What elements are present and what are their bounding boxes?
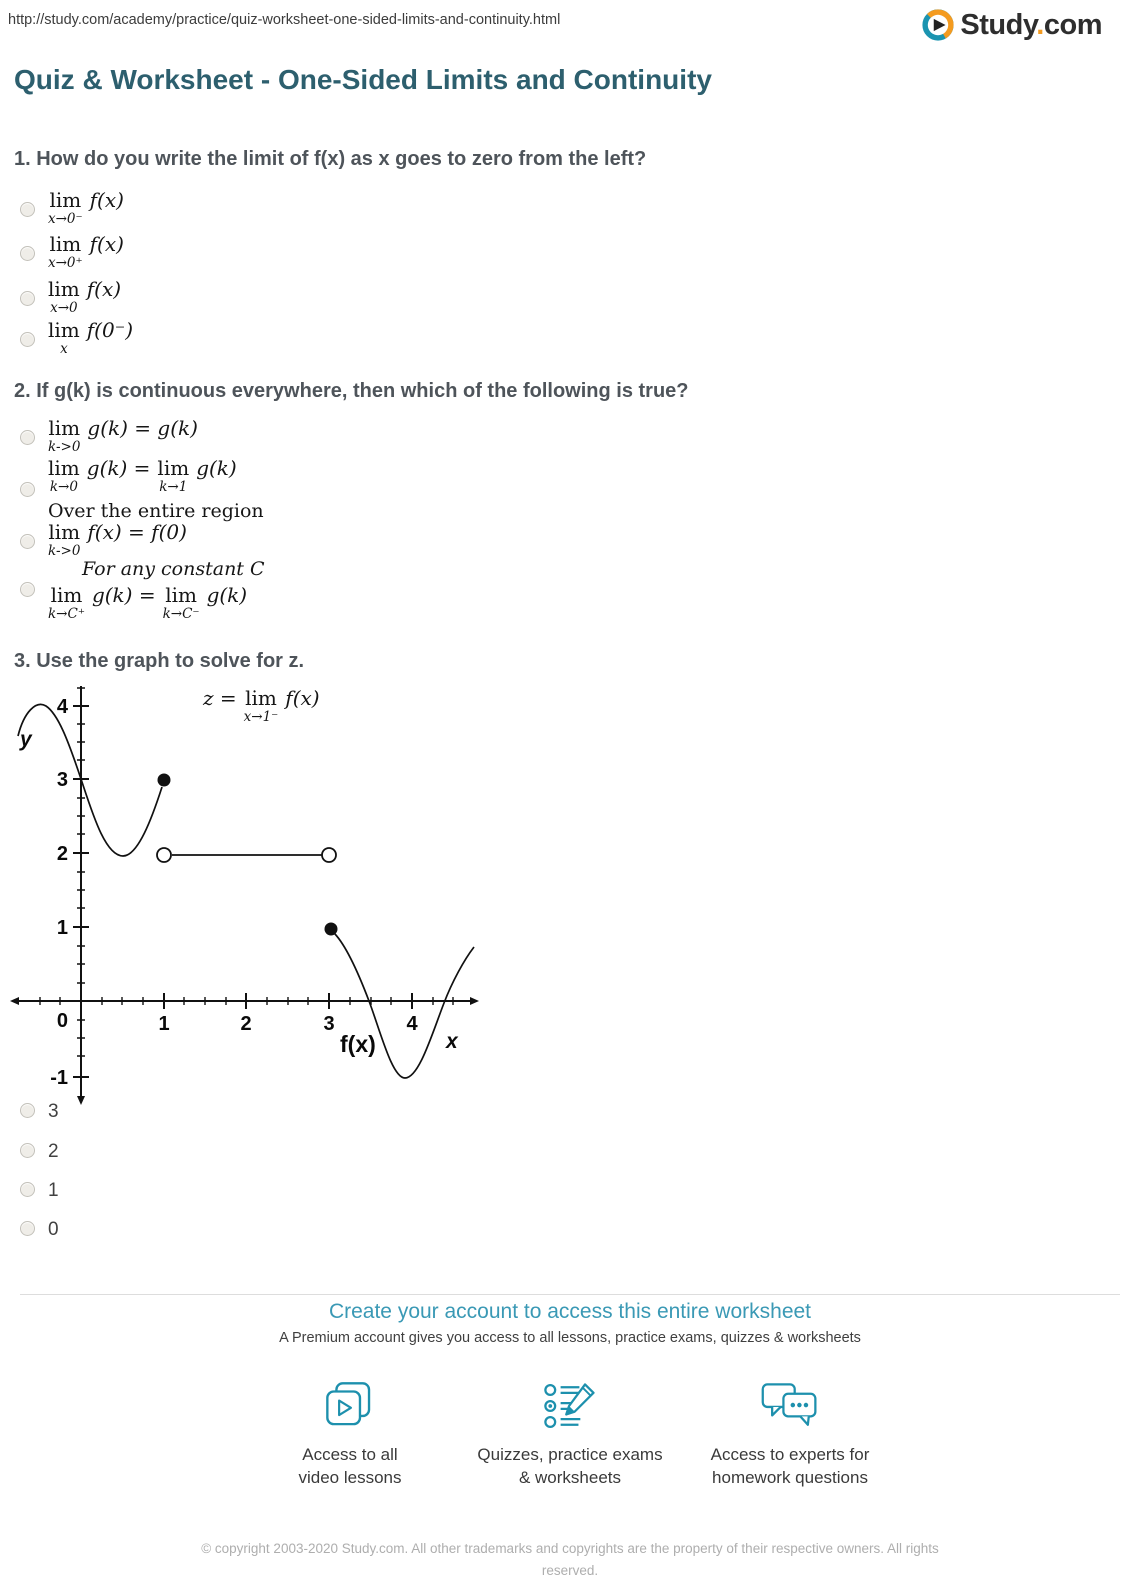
- x-axis-label: x: [446, 1030, 458, 1053]
- q3-option-2-radio[interactable]: [20, 1143, 35, 1158]
- features-row: [240, 1372, 900, 1490]
- q1-option-3[interactable]: [20, 279, 121, 316]
- open-circle-3-2: [322, 848, 336, 862]
- page-title: Quiz & Worksheet - One-Sided Limits and Continuity: [14, 64, 712, 95]
- q1-option-2-radio[interactable]: [20, 246, 35, 261]
- q2-option-2-radio[interactable]: [20, 482, 35, 497]
- y-tick-label-minus1: -1: [50, 1067, 68, 1089]
- q2-option-3-radio[interactable]: [20, 534, 35, 549]
- q1-option-3-radio[interactable]: [20, 291, 35, 306]
- q2-option-4[interactable]: [20, 558, 265, 622]
- closed-dot-1-3: [158, 774, 171, 787]
- feature-video-lessons: [240, 1372, 460, 1490]
- quizzes-worksheets-icon: [539, 1372, 601, 1434]
- x-axis-arrow-left: [10, 997, 19, 1005]
- q3-option-1-label: 3: [48, 1101, 59, 1122]
- feature-caption: Quizzes, practice exams & worksheets: [477, 1445, 663, 1487]
- q3-option-3-radio[interactable]: [20, 1182, 35, 1197]
- x-tick-label-2: 2: [240, 1013, 252, 1035]
- q3-option-3[interactable]: [20, 1182, 59, 1202]
- divider: [20, 1294, 1120, 1295]
- y-axis-arrow: [77, 1096, 85, 1105]
- q2-option-3[interactable]: [20, 522, 187, 559]
- q1-option-2[interactable]: [20, 234, 124, 271]
- curve-piece-1: [18, 704, 162, 856]
- feature-homework-experts: [680, 1372, 900, 1490]
- x-tick-label-3: 3: [323, 1013, 335, 1035]
- q2-option-1-radio[interactable]: [20, 430, 35, 445]
- q3-option-1-radio[interactable]: [20, 1103, 35, 1118]
- x-axis-arrow-right: [470, 997, 479, 1005]
- question-1-heading: 1. How do you write the limit of f(x) as x goes to zero from the left?: [14, 148, 647, 170]
- q3-option-4[interactable]: [20, 1221, 59, 1241]
- q3-option-3-label: 1: [48, 1180, 59, 1201]
- q1-option-4-radio[interactable]: [20, 332, 35, 347]
- feature-caption: Access to experts for homework questions: [710, 1445, 870, 1487]
- logo-wordmark: Study.com: [960, 8, 1102, 41]
- q2-option-1-formula: lim k->0 g(k) = g(k): [48, 416, 198, 455]
- copyright-notice: © copyright 2003-2020 Study.com. All other trademarks and copyrights are the property of their respective owners. All rights reserved.: [201, 1541, 939, 1578]
- q2-option-2-formula: lim k→0 g(k) = lim k→1 g(k) Over the entire region: [48, 456, 264, 522]
- q2-option-1[interactable]: [20, 418, 198, 455]
- q3-option-1[interactable]: [20, 1103, 59, 1123]
- curve-label: f(x): [340, 1031, 376, 1057]
- q3-option-4-label: 0: [48, 1219, 59, 1240]
- question-2-heading: 2. If g(k) is continuous everywhere, then which of the following is true?: [14, 380, 689, 402]
- y-axis-label: y: [20, 728, 32, 751]
- x-tick-label-4: 4: [406, 1013, 418, 1035]
- q3-formula: z = lim x→1⁻ f(x): [203, 686, 320, 725]
- cta-subtitle: A Premium account gives you access to all lessons, practice exams, quizzes & worksheets: [279, 1330, 861, 1346]
- q1-option-4-formula: lim x f(0⁻): [48, 318, 134, 357]
- open-circle-1-2: [157, 848, 171, 862]
- question-3-heading: 3. Use the graph to solve for z.: [14, 650, 305, 672]
- q2-option-4-formula: For any constant C lim k→C⁺ g(k) = lim k→C⁻ g(k): [48, 558, 265, 622]
- q3-option-2[interactable]: [20, 1143, 59, 1163]
- q3-option-2-label: 2: [48, 1141, 59, 1162]
- video-lessons-icon: [321, 1372, 379, 1434]
- y-tick-label-3: 3: [56, 769, 68, 791]
- study-logo-icon: [921, 8, 955, 42]
- feature-quizzes-worksheets: [460, 1372, 680, 1490]
- q2-option-2-note: Over the entire region: [48, 499, 264, 522]
- q3-option-4-radio[interactable]: [20, 1221, 35, 1236]
- q2-option-4-precondition: For any constant C: [82, 558, 265, 580]
- q2-option-3-formula: lim k->0 f(x) = f(0): [48, 520, 187, 559]
- homework-experts-icon: [759, 1372, 821, 1434]
- x-tick-label-1: 1: [158, 1013, 170, 1035]
- feature-caption: Access to all video lessons: [298, 1445, 402, 1487]
- y-tick-label-1: 1: [56, 917, 68, 939]
- q1-option-3-formula: lim x→0 f(x): [48, 277, 122, 316]
- q1-option-1[interactable]: [20, 190, 124, 227]
- y-tick-label-4: 4: [56, 696, 68, 718]
- study-logo: [921, 8, 1102, 42]
- q1-option-1-radio[interactable]: [20, 202, 35, 217]
- origin-label: 0: [56, 1010, 68, 1032]
- y-tick-label-2: 2: [56, 843, 68, 865]
- cta-title: Create your account to access this entire worksheet: [328, 1300, 812, 1323]
- graph: [2, 676, 492, 1106]
- q2-option-2[interactable]: [20, 458, 264, 522]
- q1-option-4[interactable]: [20, 320, 133, 357]
- q2-option-4-radio[interactable]: [20, 582, 35, 597]
- q1-option-1-formula: lim x→0⁻ f(x): [48, 188, 124, 227]
- q1-option-2-formula: lim x→0⁺ f(x): [48, 232, 124, 271]
- page-url: http://study.com/academy/practice/quiz-worksheet-one-sided-limits-and-continuity.html: [8, 12, 561, 28]
